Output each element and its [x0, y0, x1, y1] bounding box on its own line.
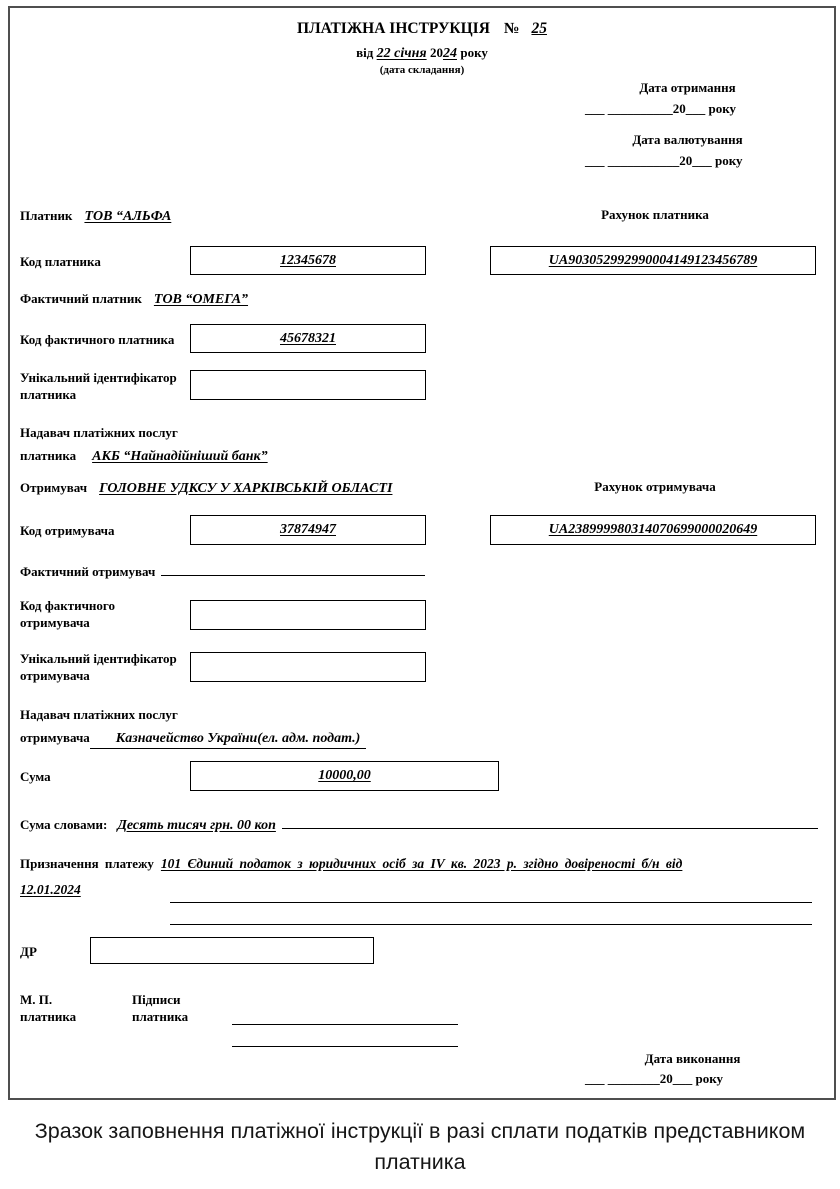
date-century: 20: [429, 45, 443, 60]
payer-value: ТОВ “АЛЬФА: [84, 209, 172, 224]
recipient-psp-row: [20, 729, 366, 749]
payer-psp-label-1: Надавач платіжних послуг: [20, 425, 178, 440]
payer-code-box: [190, 246, 426, 275]
received-date-blank: ___ __________20___ року: [585, 100, 737, 116]
payer-psp-value: АКБ “Найнадійніший банк”: [92, 449, 268, 464]
recipient-psp-label-2: отримувача: [20, 730, 90, 745]
payer-account-value: UA903052992990004149123456789: [548, 252, 758, 268]
execution-date-block: [585, 1051, 800, 1088]
date-year: 24: [442, 46, 457, 61]
purpose-label: Призначення платежу: [20, 856, 154, 871]
payer-account-label: Рахунок платника: [601, 207, 709, 222]
form-title: ПЛАТІЖНА ІНСТРУКЦІЯ: [297, 20, 490, 37]
recipient-uid-box: [190, 652, 426, 682]
amount-box: [190, 761, 499, 791]
received-date-block: [585, 80, 790, 118]
actual-payer-label: Фактичний платник: [20, 291, 142, 306]
actual-recipient-code-label: Код фактичного отримувача: [20, 598, 115, 630]
actual-recipient-blank: [161, 559, 425, 576]
recipient-code-label: Код отримувача: [20, 523, 115, 538]
purpose-blank-line-1: [170, 902, 812, 903]
number-sign: №: [503, 20, 520, 37]
value-date-block: [585, 132, 790, 170]
signature-line-2: [232, 1046, 458, 1047]
payer-label: Платник: [20, 208, 73, 223]
amount-words-row: [20, 812, 818, 834]
recipient-account-box: [490, 515, 816, 545]
actual-payer-code-box: [190, 324, 426, 353]
recipient-account-value: UA238999980314070699000020649: [548, 522, 758, 537]
compose-date-row: [10, 45, 834, 62]
actual-payer-code-label: Код фактичного платника: [20, 332, 175, 347]
purpose-blank-line-2: [170, 924, 812, 925]
actual-recipient-code-box: [190, 600, 426, 630]
purpose-block: [20, 851, 826, 902]
actual-payer-value: ТОВ “ОМЕГА”: [153, 292, 249, 307]
payment-instruction-form: [8, 6, 836, 1100]
dr-label: ДР: [20, 944, 37, 959]
actual-recipient-label: Фактичний отримувач: [20, 564, 156, 580]
dr-box: [90, 937, 374, 964]
amount-words-label: Сума словами:: [20, 817, 108, 833]
amount-words-value: Десять тисяч грн. 00 коп: [117, 818, 276, 834]
payer-account-box: [490, 246, 816, 275]
execution-date-blank: ___ ________20___ року: [585, 1070, 724, 1086]
purpose-line-1: 101 Єдиний податок з юридичних осіб за IV кв. 2023 р. згідно довіреності б/н від: [160, 856, 683, 871]
value-date-blank: ___ ___________20___ року: [585, 152, 743, 168]
actual-payer-code-value: 45678321: [280, 330, 336, 346]
recipient-value: ГОЛОВНЕ УДКСУ У ХАРКІВСЬКІЙ ОБЛАСТІ: [99, 481, 393, 496]
payer-code-value: 12345678: [280, 252, 336, 268]
date-prefix: від: [356, 45, 374, 60]
caption: Зразок заповнення платіжної інструкції в разі сплати податків представником платника: [34, 1119, 806, 1175]
payer-psp-label-2: платника: [20, 448, 77, 463]
stamp-label: М. П. платника: [20, 992, 77, 1024]
payer-uid-label: Унікальний ідентифікатор платника: [20, 370, 177, 402]
recipient-label: Отримувач: [20, 480, 88, 495]
recipient-row: [20, 479, 392, 497]
payer-row: [20, 207, 171, 225]
recipient-uid-label: Унікальний ідентифікатор отримувача: [20, 651, 177, 683]
recipient-psp-underline: [90, 729, 367, 749]
recipient-account-label: Рахунок отримувача: [594, 479, 716, 494]
amount-label: Сума: [20, 769, 51, 784]
payer-uid-box: [190, 370, 426, 400]
recipient-code-value: 37874947: [280, 522, 336, 537]
title-row: [10, 20, 834, 38]
payer-code-label: Код платника: [20, 254, 101, 269]
recipient-code-box: [190, 515, 426, 545]
recipient-psp-label-1: Надавач платіжних послуг: [20, 707, 178, 722]
value-date-label: Дата валютування: [632, 132, 743, 147]
amount-words-blank: [282, 812, 818, 829]
date-value: 22 січня: [376, 46, 427, 61]
signatures-label: Підписи платника: [132, 992, 189, 1024]
date-suffix: року: [460, 45, 488, 60]
actual-payer-row: [20, 290, 248, 308]
actual-recipient-row: [20, 559, 425, 581]
recipient-psp-value: Казначейство України(ел. адм. подат.): [115, 731, 361, 746]
received-date-label: Дата отримання: [639, 80, 736, 95]
amount-value: 10000,00: [318, 768, 371, 783]
form-number: 25: [531, 20, 547, 37]
execution-date-label: Дата виконання: [644, 1051, 741, 1066]
signature-line-1: [232, 1024, 458, 1025]
purpose-line-2: 12.01.2024: [20, 881, 81, 897]
date-note: (дата складання): [379, 64, 465, 76]
payer-psp-row: [20, 447, 268, 465]
